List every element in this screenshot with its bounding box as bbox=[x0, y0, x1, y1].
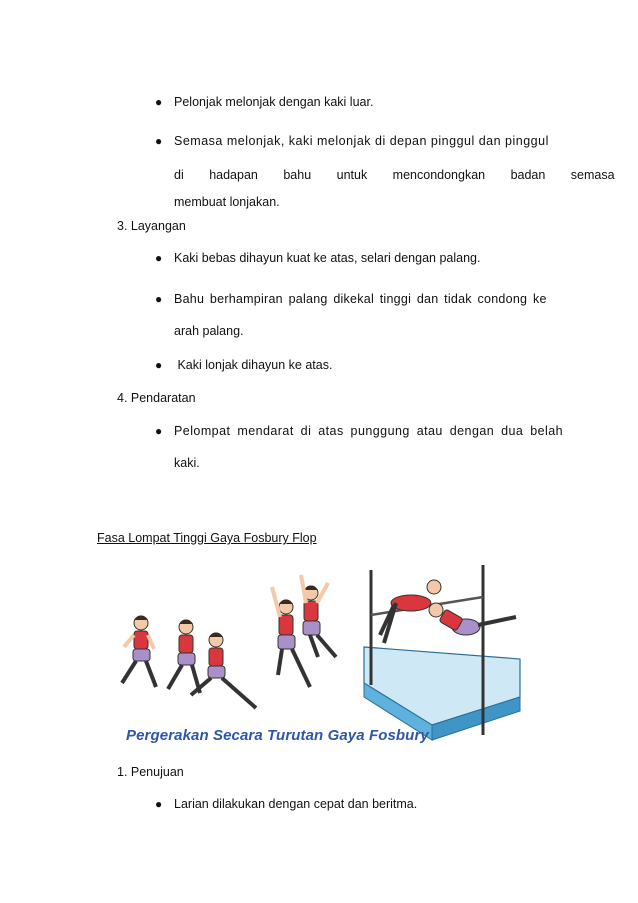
list-item: Bahu berhampiran palang dikekal tinggi dan tidak condong ke bbox=[174, 292, 547, 306]
figure-caption: Pergerakan Secara Turutan Gaya Fosbury bbox=[126, 727, 429, 744]
list-item-continued: di hadapan bahu untuk mencondongkan badan semasa bbox=[174, 168, 615, 182]
bullet-icon: ● bbox=[155, 251, 163, 265]
bullet-icon: ● bbox=[155, 424, 163, 438]
athlete-figure bbox=[429, 603, 516, 635]
list-item: Kaki lonjak dihayun ke atas. bbox=[174, 358, 333, 372]
section-heading: 4. Pendaratan bbox=[117, 391, 196, 405]
list-item: Pelompat mendarat di atas punggung atau dengan dua belah bbox=[174, 424, 564, 438]
figure-heading: Fasa Lompat Tinggi Gaya Fosbury Flop bbox=[97, 531, 317, 545]
bullet-icon: ● bbox=[155, 134, 163, 148]
bullet-icon: ● bbox=[155, 797, 163, 811]
bullet-icon: ● bbox=[155, 292, 163, 306]
list-item-continued: kaki. bbox=[174, 456, 200, 470]
athlete-figure bbox=[122, 616, 156, 688]
list-item: Semasa melonjak, kaki melonjak di depan pinggul dan pinggul bbox=[174, 134, 549, 148]
list-item-continued: arah palang. bbox=[174, 324, 244, 338]
bullet-icon: ● bbox=[155, 358, 163, 372]
list-item: Larian dilakukan dengan cepat dan beritma. bbox=[174, 797, 418, 811]
list-item-continued: membuat lonjakan. bbox=[174, 195, 280, 209]
fosbury-flop-illustration bbox=[96, 565, 528, 750]
athlete-figure bbox=[191, 633, 256, 709]
athlete-figure bbox=[301, 575, 336, 657]
list-item: Pelonjak melonjak dengan kaki luar. bbox=[174, 95, 374, 109]
section-heading: 1. Penujuan bbox=[117, 765, 184, 779]
bullet-icon: ● bbox=[155, 95, 163, 109]
section-heading: 3. Layangan bbox=[117, 219, 186, 233]
list-item: Kaki bebas dihayun kuat ke atas, selari dengan palang. bbox=[174, 251, 481, 265]
athlete-figure bbox=[168, 620, 200, 694]
